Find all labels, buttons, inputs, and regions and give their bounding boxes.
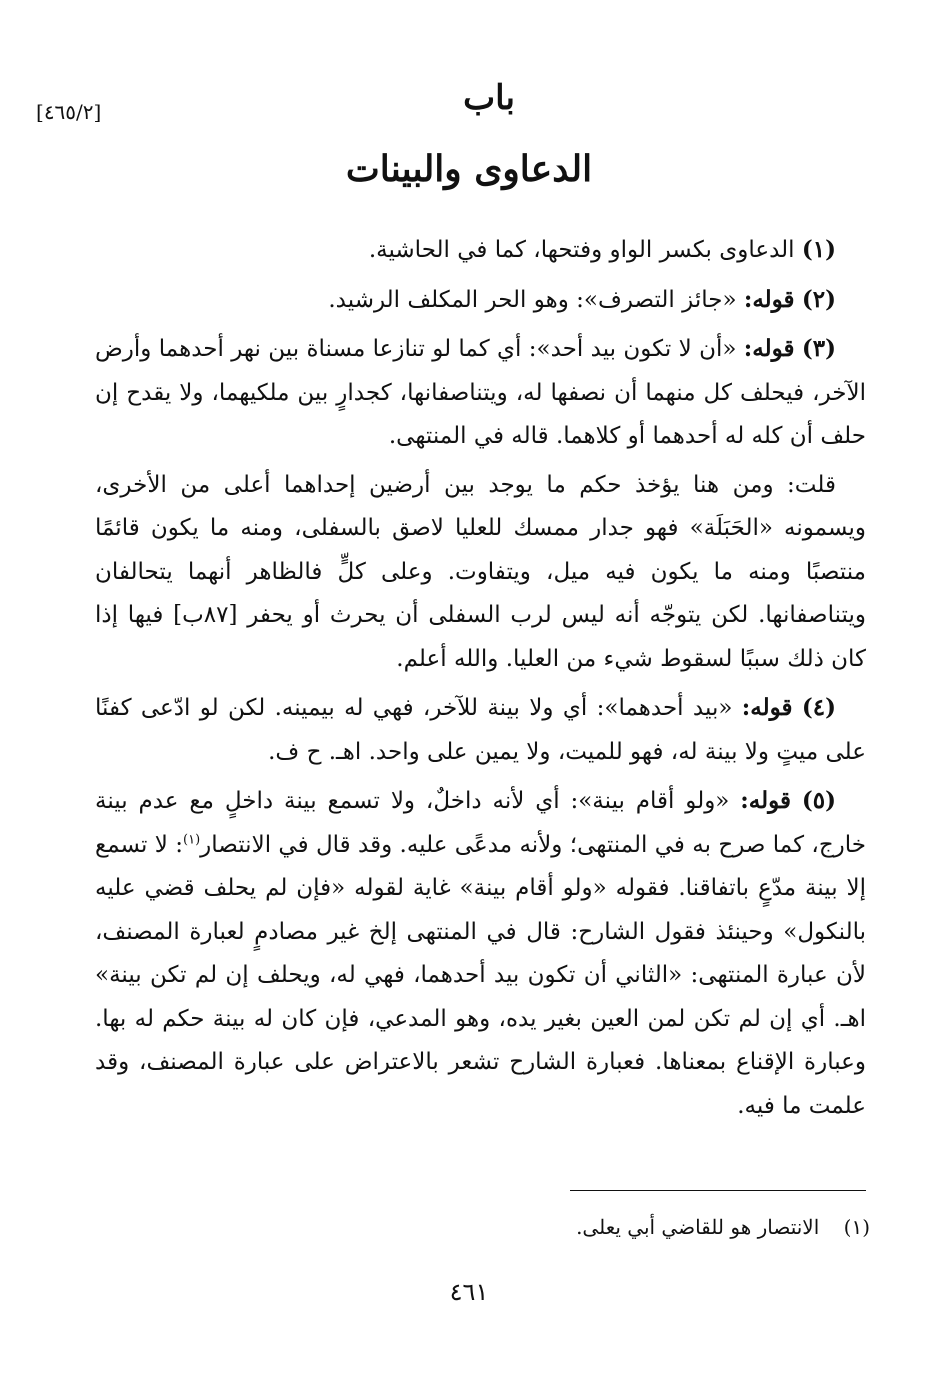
paragraph-3 <box>95 327 866 459</box>
page-number: ٤٦١ <box>449 1278 489 1306</box>
paragraph-6 <box>95 779 866 1128</box>
note-number: (٣) <box>801 335 837 362</box>
note-number: (١) <box>801 236 836 263</box>
paragraph-text: «بيد أحدهما»: أي ولا بينة للآخر، فهي له بيمينه. لكن لو ادّعى كفنًا على ميتٍ ولا بينة له، فهو للميت، ولا يمين على واحد. اهـ. ح ف. <box>95 695 866 765</box>
note-label: قوله: <box>740 787 791 814</box>
note-label: قوله: <box>741 694 793 721</box>
page-title: الدعاوى والبينات <box>345 148 593 190</box>
paragraph-text: «جائز التصرف»: وهو الحر المكلف الرشيد. <box>328 286 737 313</box>
footnote <box>95 1212 870 1242</box>
volume-page-reference: [٤٦٥/٢] <box>36 100 102 124</box>
paragraph-text: «ولو أقام بينة»: أي لأنه داخلٌ، ولا تسمع بينة داخلٍ مع عدم بينة خارج، كما صرح به في المنتهى؛ ولأنه مدعًى عليه. وقد قال في الانتصار <box>95 788 866 858</box>
note-number: (٢) <box>801 285 836 313</box>
footnote-text: الانتصار هو للقاضي أبي يعلى. <box>576 1215 820 1239</box>
paragraph-text: الدعاوى بكسر الواو وفتحها، كما في الحاشية. <box>368 237 795 263</box>
paragraph-text: «أن لا تكون بيد أحد»: أي كما لو تنازعا مسناة بين نهر أحدهما وأرض الآخر، فيحلف كل منهما أن نصفها له، ويتناصفانها، كجدارٍ بين ملكيهما، ولا يقدح إن حلف أن كله له أحدهما أو كلاهما. قاله في المنتهى. <box>95 336 866 449</box>
note-label: قوله: <box>743 335 795 362</box>
note-number: (٤) <box>801 694 836 721</box>
footnote-number: (١) <box>843 1215 870 1239</box>
paragraph-2 <box>95 278 866 323</box>
note-number: (٥) <box>801 787 837 814</box>
main-text <box>95 228 866 1133</box>
footnote-separator <box>570 1190 866 1191</box>
note-label: قوله: <box>743 285 795 313</box>
footnote-marker: (١) <box>183 831 201 847</box>
paragraph-text: قلت: ومن هنا يؤخذ حكم ما يوجد بين أرضين إحداهما أعلى من الأخرى، ويسمونه «الحَبَلَة» فهو جدار ممسك للعليا لاصق بالسفلى، ومنه ما يكون قائمًا منتصبًا ومنه ما يكون فيه ميل، ويتفاوت. وعلى كلٍّ فالظاهر أنهما يتحالفان ويتناصفانها. لكن يتوجّه أنه ليس لرب السفلى أن يحرث أو يحفر [٨٧ب] فيها إذا كان ذلك سببًا لسقوط شيء من العليا. والله أعلم. <box>95 471 866 672</box>
paragraph-1 <box>95 228 866 273</box>
paragraph-4 <box>95 464 866 682</box>
chapter-heading: باب <box>463 78 515 118</box>
paragraph-5 <box>95 686 866 774</box>
paragraph-text-continued: : لا تسمع إلا بينة مدّعٍ باتفاقنا. فقوله «ولو أقام بينة» غاية لقوله «فإن لم يحلف قضي عليه بالنكول» وحينئذ فقول الشارح: قال في المنتهى إلخ غير مصادمٍ لعبارة المصنف، لأن عبارة المنتهى: «الثاني أن تكون بيد أحدهما، فهي له، ويحلف إن لم تكن بينة» اهـ. أي إن لم تكن لمن العين بغير يده، وهو المدعي، فإن كان له بينة حكم له بها. وعبارة الإقناع بمعناها. فعبارة الشارح تشعر بالاعتراض على عبارة المصنف، وقد علمت ما فيه. <box>95 831 866 1119</box>
